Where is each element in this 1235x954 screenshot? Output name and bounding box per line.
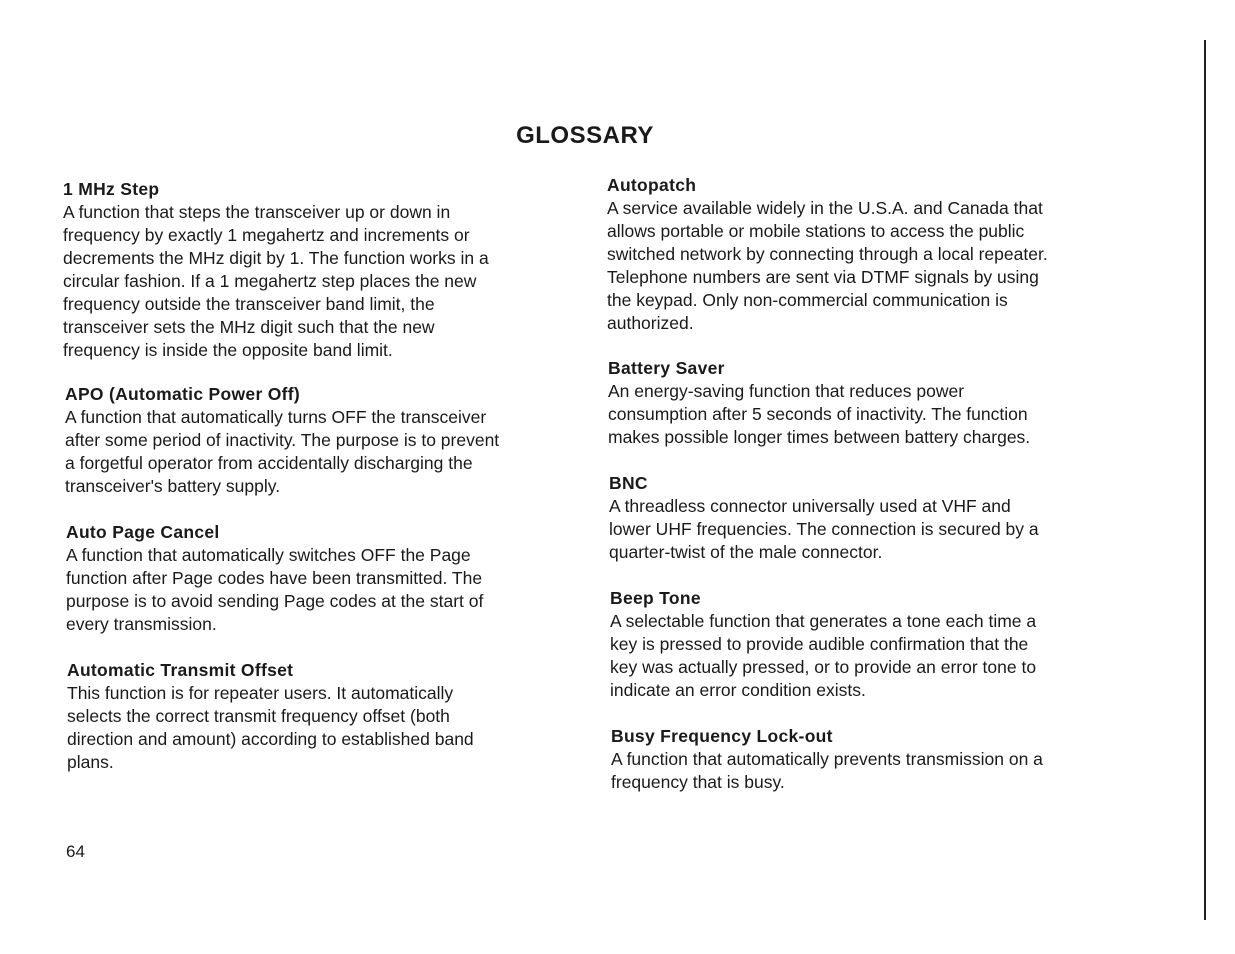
entry-term: 1 MHz Step — [63, 179, 160, 199]
entry-term: BNC — [609, 473, 648, 493]
entry-definition: A function that automatically turns OFF the transceiver after some period of inactivity. The purpose is to prevent a forgetful operator from accidentally discharging the transceiver's battery supply. — [65, 407, 500, 496]
entry-definition: A function that steps the transceiver up or down in frequency by exactly 1 megahertz and increments or decrements the MHz digit by 1. The function works in a circular fashion. If a 1 megahertz step places the new frequency outside the transceiver band limit, the transceiver sets the MHz digit such that the new frequency is inside the opposite band limit. — [63, 202, 489, 360]
entry-definition: A selectable function that generates a tone each time a key is pressed to provide audible confirmation that the key was actually pressed, or to provide an error tone to indicate an error condition exists. — [610, 611, 1037, 700]
entry-term: Battery Saver — [608, 358, 725, 378]
page-number: 64 — [66, 842, 85, 861]
glossary-entry-autopatch — [607, 174, 1048, 335]
glossary-entry-apo — [65, 383, 499, 498]
glossary-entry-1mhz-step — [63, 178, 489, 362]
entry-term: Busy Frequency Lock-out — [611, 726, 833, 746]
entry-definition: This function is for repeater users. It automatically selects the correct transmit frequency offset (both direction and amount) according to established band plans. — [67, 683, 474, 772]
entry-definition: A threadless connector universally used at VHF and lower UHF frequencies. The connection is secured by a quarter-twist of the male connector. — [609, 496, 1039, 562]
glossary-entry-busy-frequency-lockout — [611, 725, 1043, 794]
glossary-entry-bnc — [609, 472, 1039, 564]
page-title: GLOSSARY — [516, 122, 654, 149]
entry-term: APO (Automatic Power Off) — [65, 384, 301, 404]
glossary-entry-beep-tone — [610, 587, 1036, 702]
glossary-entry-automatic-transmit-offset — [67, 659, 474, 774]
entry-definition: An energy-saving function that reduces power consumption after 5 seconds of inactivity. The function makes possible longer times between battery charges. — [608, 381, 1031, 447]
page-edge-rule — [1204, 40, 1206, 920]
entry-term: Autopatch — [607, 175, 697, 195]
entry-definition: A function that automatically switches OFF the Page function after Page codes have been transmitted. The purpose is to avoid sending Page codes at the start of every transmission. — [66, 545, 484, 634]
glossary-entry-auto-page-cancel — [66, 521, 483, 636]
entry-term: Auto Page Cancel — [66, 522, 220, 542]
entry-term: Beep Tone — [610, 588, 701, 608]
entry-definition: A function that automatically prevents transmission on a frequency that is busy. — [611, 749, 1043, 792]
entry-definition: A service available widely in the U.S.A. and Canada that allows portable or mobile stations to access the public switched network by connecting through a local repeater. Telephone numbers are sent via DTMF signals by using the keypad. Only non-commercial communication is authorized. — [607, 198, 1048, 333]
entry-term: Automatic Transmit Offset — [67, 660, 294, 680]
glossary-entry-battery-saver — [608, 357, 1030, 449]
